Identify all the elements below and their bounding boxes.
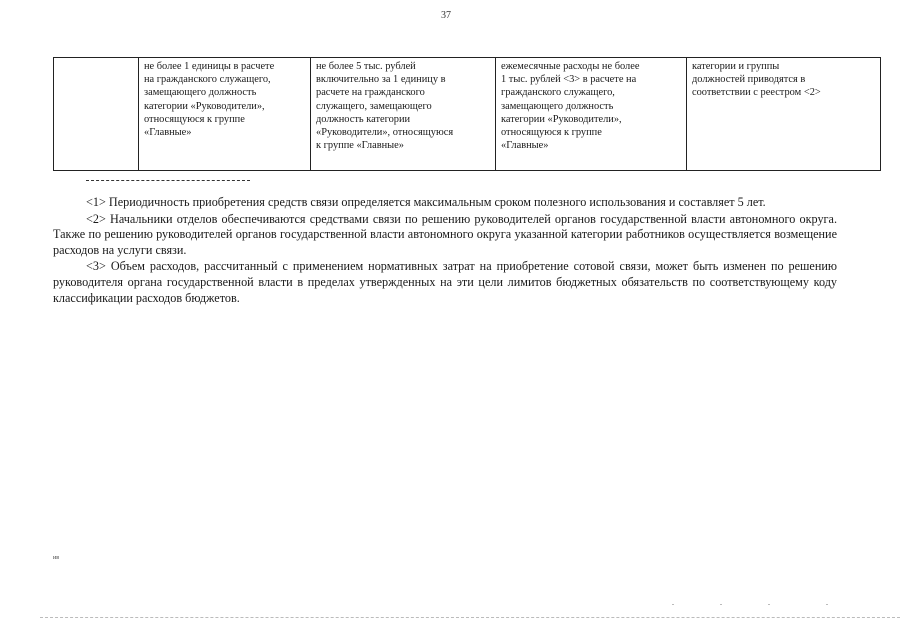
cell-price-text: не более 5 тыс. рублей включительно за 1 единицу в расчете на гражданского служащего, замещающего должность категории «Руководители», относящуюся к группе «Главные»: [316, 61, 454, 152]
table-cell-quantity: [139, 58, 311, 171]
footnote-separator: [86, 180, 250, 181]
table-cell-monthly-expenses: [496, 58, 687, 171]
footnote-1: <1> Периодичность приобретения средств связи определяется максимальным сроком полезного использования и составляет 5 лет.: [86, 195, 766, 209]
footnote-3: <3> Объем расходов, рассчитанный с применением нормативных затрат на приобретение сотовой связи, может быть изменен по решению руководителя органа государственной власти в пределах утвержденных на эти цели лимитов бюджетных обязательств по соответствующему коду классификации расходов бюджетов.: [53, 259, 837, 305]
margin-mark: ив: [53, 555, 60, 561]
cell-quantity-text: не более 1 единицы в расчете на гражданского служащего, замещающего должность категории «Руководители», относящуюся к группе «Главные»: [144, 61, 275, 139]
table-cell-empty: [54, 58, 139, 171]
norms-table: [53, 57, 881, 171]
scan-speck: [672, 604, 674, 605]
page-number: 37: [441, 10, 451, 21]
scan-speck: [826, 604, 828, 605]
table-row: [54, 58, 881, 171]
scan-edge-line: [40, 617, 900, 618]
cell-monthly-expenses-text: ежемесячные расходы не более 1 тыс. рублей <3> в расчете на гражданского служащего, замещающего должность категории «Руководители», относящуюся к группе «Главные»: [501, 61, 640, 152]
scan-speck: [768, 604, 770, 605]
cell-categories-text: категории и группы должностей приводятся в соответствии с реестром <2>: [692, 61, 821, 99]
table-cell-price: [311, 58, 496, 171]
table-cell-categories: [687, 58, 881, 171]
scan-speck: [720, 604, 722, 605]
footnotes: [53, 195, 837, 307]
footnote-2: <2> Начальники отделов обеспечиваются средствами связи по решению руководителей органов государственной власти автономного округа. Также по решению руководителей органов государственной власти автономного округа указанной категории работников осуществляется возмещение расходов на услуги связи.: [53, 211, 837, 257]
